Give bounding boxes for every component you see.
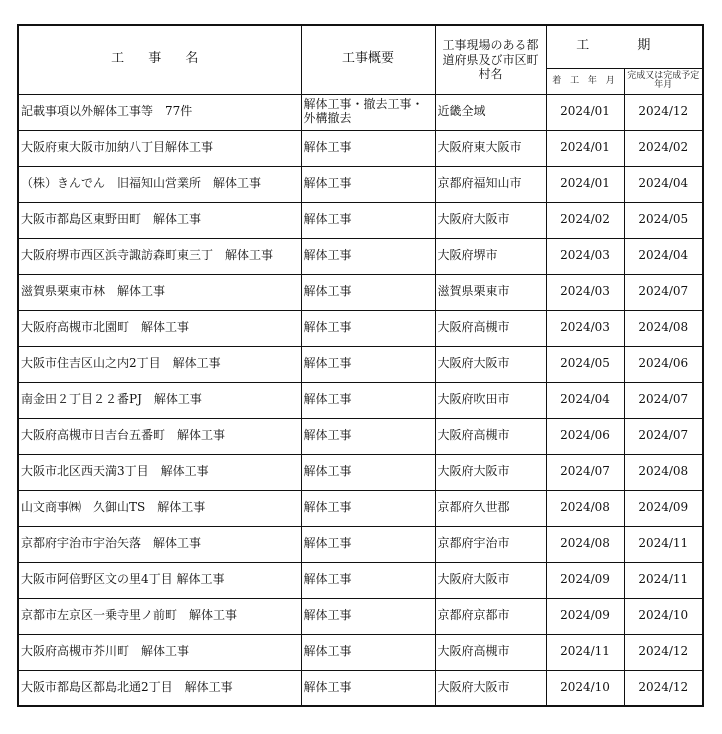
region-cell: 大阪府高槻市 [435,310,546,346]
table-row [18,634,703,670]
start-date-cell: 2024/08 [546,490,624,526]
summary-cell: 解体工事 [301,202,435,238]
header-project-name: 工 事 名 [18,25,301,94]
header-summary: 工事概要 [301,25,435,94]
summary-cell: 解体工事 [301,562,435,598]
project-name-cell: 南金田２丁目２２番PJ 解体工事 [18,382,301,418]
end-date-cell: 2024/08 [624,454,703,490]
header-region: 工事現場のある都道府県及び市区町村名 [435,25,546,94]
summary-cell: 解体工事 [301,598,435,634]
summary-cell: 解体工事 [301,130,435,166]
summary-cell: 解体工事 [301,454,435,490]
table-row [18,202,703,238]
end-date-cell: 2024/07 [624,274,703,310]
project-name-cell: 大阪府堺市西区浜寺諏訪森町東三丁 解体工事 [18,238,301,274]
project-name-cell: 大阪市阿倍野区文の里4丁目 解体工事 [18,562,301,598]
start-date-cell: 2024/04 [546,382,624,418]
end-date-cell: 2024/07 [624,382,703,418]
summary-cell: 解体工事 [301,634,435,670]
region-cell: 京都府宇治市 [435,526,546,562]
summary-cell: 解体工事 [301,490,435,526]
project-name-cell: 大阪府高槻市北園町 解体工事 [18,310,301,346]
table-body [18,94,703,706]
table-row [18,238,703,274]
project-name-cell: 大阪市北区西天満3丁目 解体工事 [18,454,301,490]
region-cell: 京都府福知山市 [435,166,546,202]
summary-cell: 解体工事 [301,346,435,382]
region-cell: 大阪府大阪市 [435,346,546,382]
start-date-cell: 2024/03 [546,274,624,310]
end-date-cell: 2024/12 [624,94,703,130]
project-name-cell: 山文商事㈱ 久御山TS 解体工事 [18,490,301,526]
header-start-date: 着 工 年 月 [546,68,624,94]
summary-cell: 解体工事 [301,526,435,562]
table-row [18,166,703,202]
summary-cell: 解体工事 [301,670,435,706]
end-date-cell: 2024/04 [624,166,703,202]
project-name-cell: 京都市左京区一乗寺里ノ前町 解体工事 [18,598,301,634]
region-cell: 大阪府大阪市 [435,454,546,490]
end-date-cell: 2024/09 [624,490,703,526]
end-date-cell: 2024/08 [624,310,703,346]
region-cell: 近畿全域 [435,94,546,130]
project-name-cell: 大阪府高槻市芥川町 解体工事 [18,634,301,670]
summary-cell: 解体工事 [301,310,435,346]
start-date-cell: 2024/09 [546,562,624,598]
project-name-cell: 大阪府高槻市日吉台五番町 解体工事 [18,418,301,454]
end-date-cell: 2024/12 [624,634,703,670]
start-date-cell: 2024/06 [546,418,624,454]
project-name-cell: 記載事項以外解体工事等 77件 [18,94,301,130]
table-row [18,382,703,418]
start-date-cell: 2024/08 [546,526,624,562]
table-row [18,454,703,490]
project-name-cell: 大阪市住吉区山之内2丁目 解体工事 [18,346,301,382]
end-date-cell: 2024/12 [624,670,703,706]
region-cell: 滋賀県栗東市 [435,274,546,310]
end-date-cell: 2024/04 [624,238,703,274]
end-date-cell: 2024/10 [624,598,703,634]
table-row [18,526,703,562]
end-date-cell: 2024/07 [624,418,703,454]
start-date-cell: 2024/02 [546,202,624,238]
table-row [18,94,703,130]
region-cell: 大阪府堺市 [435,238,546,274]
header-period: 工 期 [546,25,703,68]
project-name-cell: 大阪府東大阪市加納八丁目解体工事 [18,130,301,166]
region-cell: 大阪府大阪市 [435,562,546,598]
region-cell: 大阪府高槻市 [435,418,546,454]
region-cell: 大阪府東大阪市 [435,130,546,166]
start-date-cell: 2024/01 [546,130,624,166]
table-row [18,274,703,310]
start-date-cell: 2024/10 [546,670,624,706]
table-row [18,130,703,166]
end-date-cell: 2024/05 [624,202,703,238]
project-name-cell: 大阪市都島区都島北通2丁目 解体工事 [18,670,301,706]
table-row [18,310,703,346]
summary-cell: 解体工事 [301,418,435,454]
summary-cell: 解体工事・撤去工事・外構撤去 [301,94,435,130]
table-row [18,670,703,706]
start-date-cell: 2024/07 [546,454,624,490]
table-row [18,562,703,598]
region-cell: 大阪府大阪市 [435,202,546,238]
project-name-cell: 大阪市都島区東野田町 解体工事 [18,202,301,238]
table-row [18,490,703,526]
end-date-cell: 2024/11 [624,562,703,598]
project-name-cell: 滋賀県栗東市林 解体工事 [18,274,301,310]
end-date-cell: 2024/02 [624,130,703,166]
start-date-cell: 2024/01 [546,94,624,130]
end-date-cell: 2024/11 [624,526,703,562]
table-row [18,418,703,454]
table-row [18,598,703,634]
summary-cell: 解体工事 [301,238,435,274]
end-date-cell: 2024/06 [624,346,703,382]
region-cell: 京都府久世郡 [435,490,546,526]
start-date-cell: 2024/05 [546,346,624,382]
summary-cell: 解体工事 [301,382,435,418]
start-date-cell: 2024/01 [546,166,624,202]
project-name-cell: （株）きんでん 旧福知山営業所 解体工事 [18,166,301,202]
project-name-cell: 京都府宇治市宇治矢落 解体工事 [18,526,301,562]
start-date-cell: 2024/03 [546,310,624,346]
start-date-cell: 2024/09 [546,598,624,634]
region-cell: 京都府京都市 [435,598,546,634]
table-row [18,346,703,382]
region-cell: 大阪府大阪市 [435,670,546,706]
header-end-date: 完成又は完成予定年月 [624,68,703,94]
region-cell: 大阪府高槻市 [435,634,546,670]
construction-record-table [17,24,704,707]
region-cell: 大阪府吹田市 [435,382,546,418]
summary-cell: 解体工事 [301,274,435,310]
start-date-cell: 2024/11 [546,634,624,670]
start-date-cell: 2024/03 [546,238,624,274]
summary-cell: 解体工事 [301,166,435,202]
